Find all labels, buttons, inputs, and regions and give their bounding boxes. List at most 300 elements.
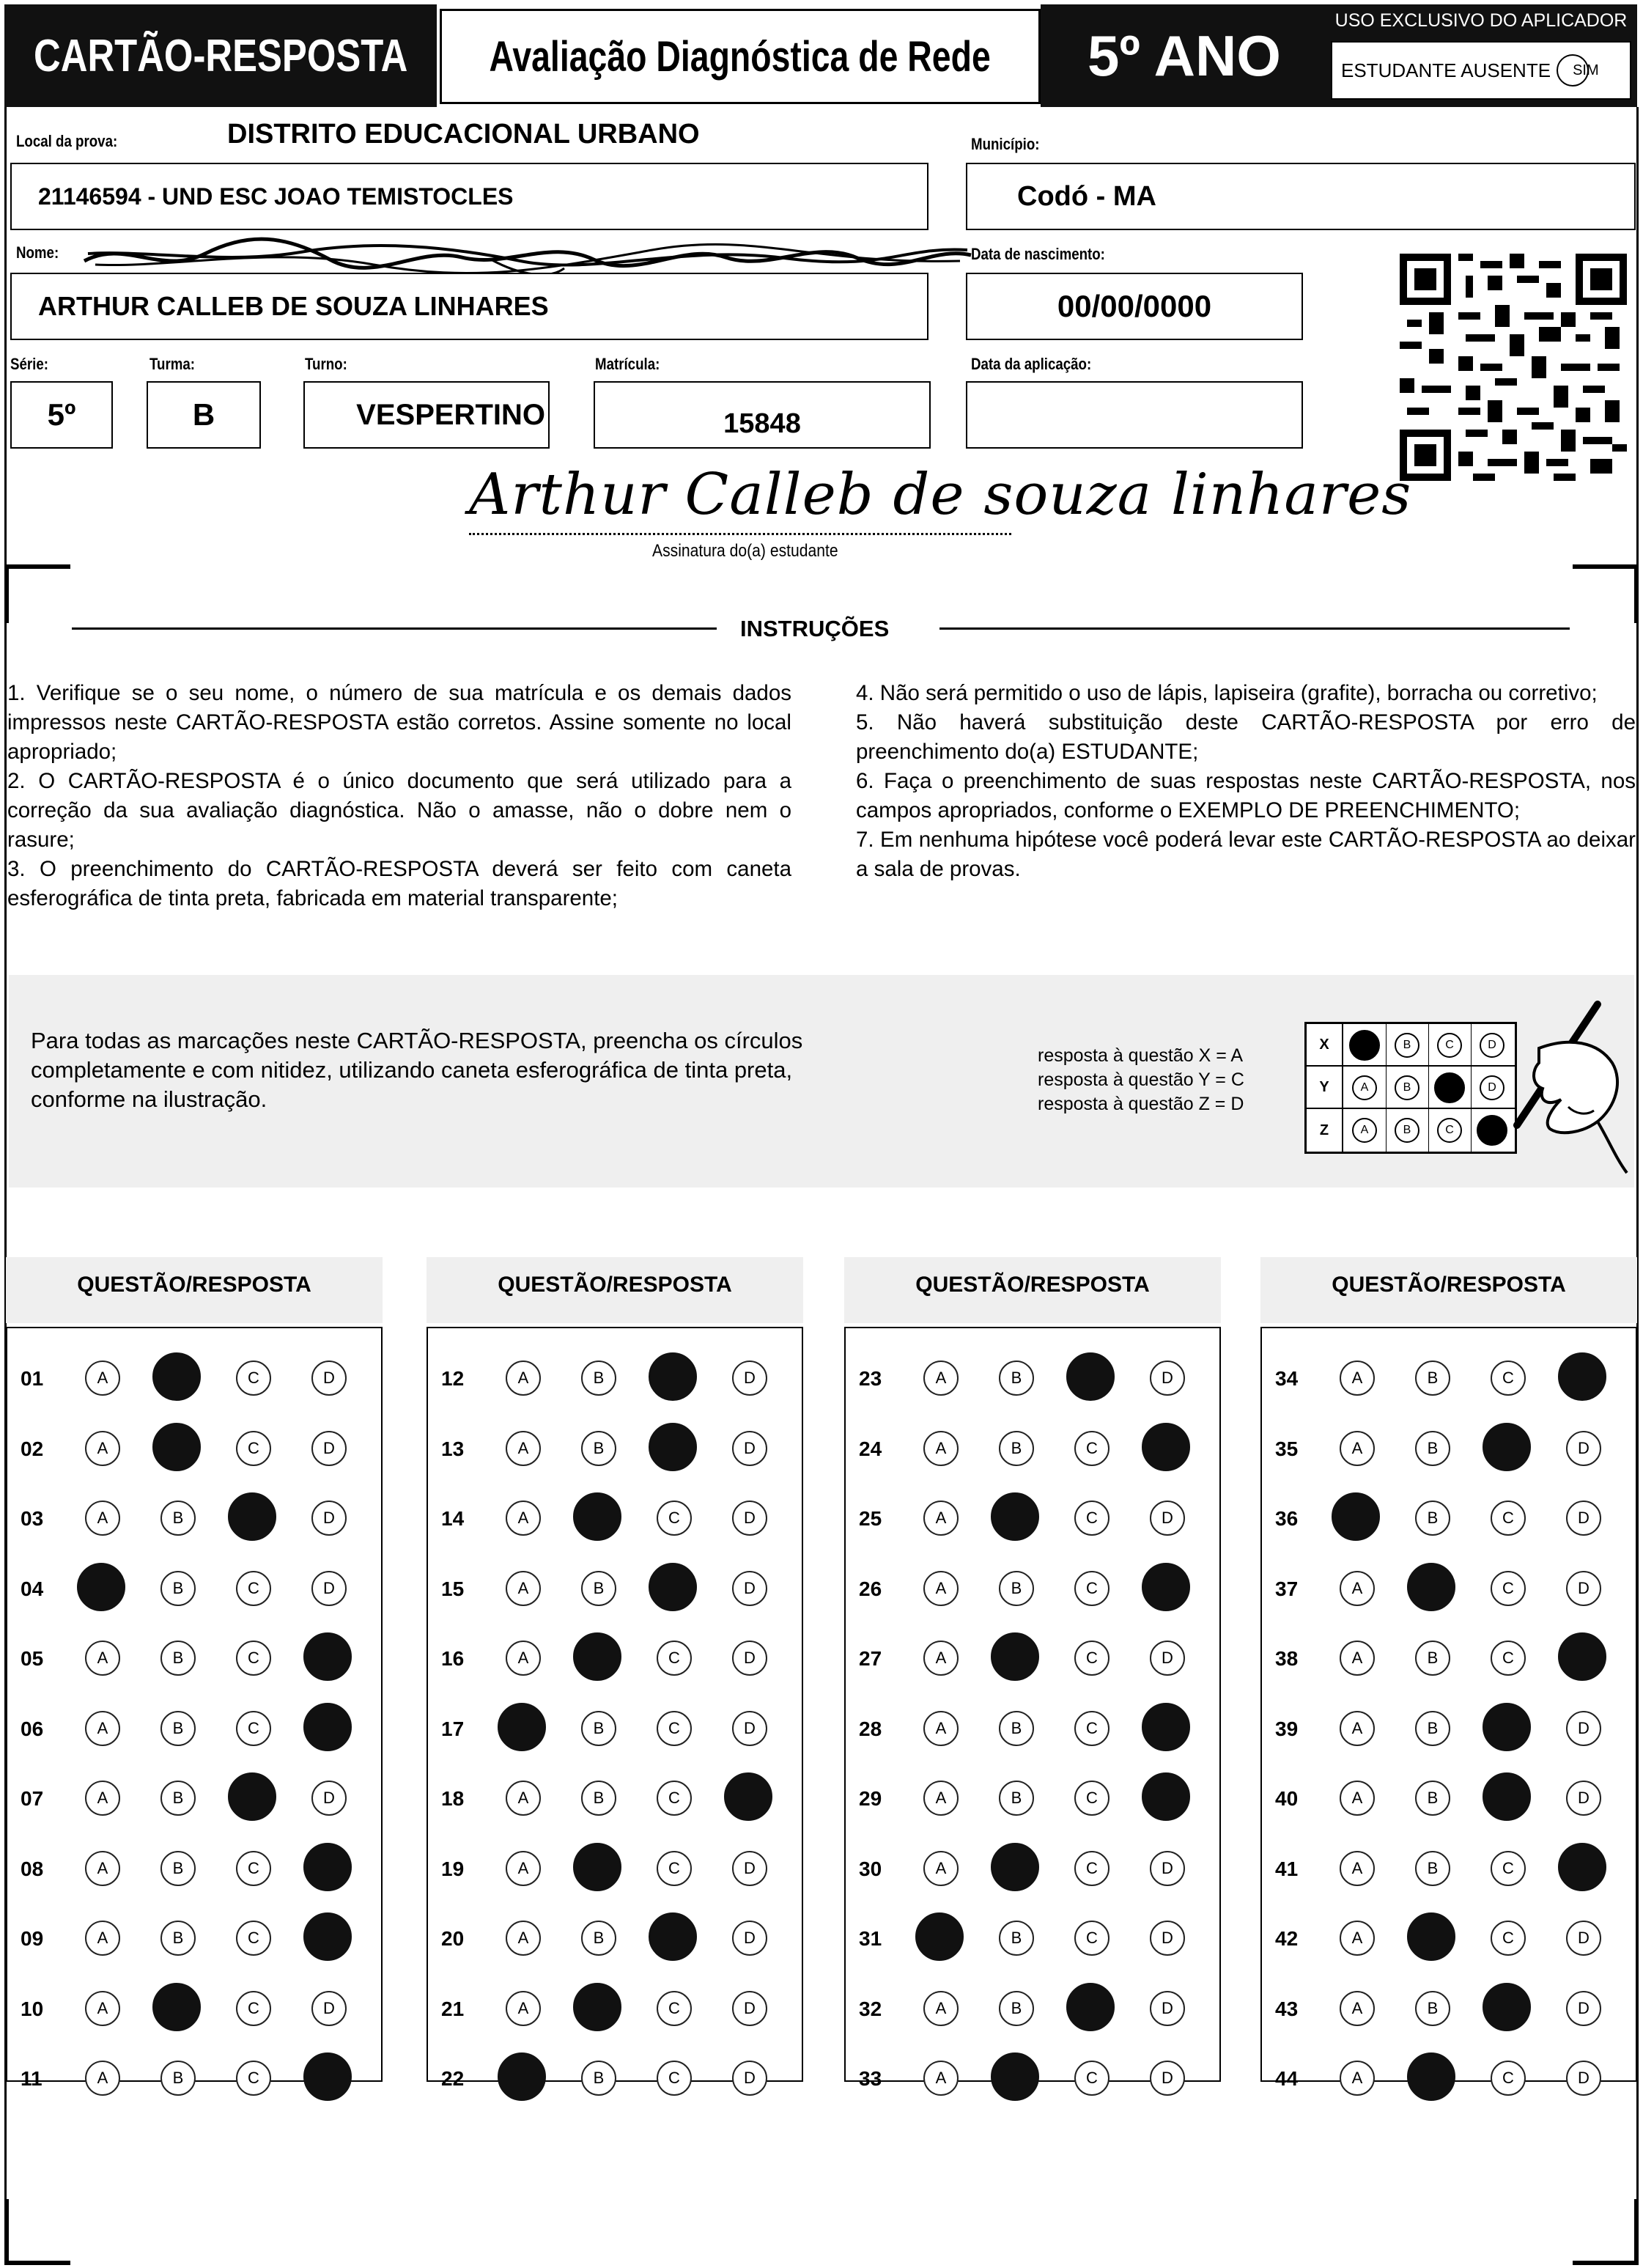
answer-bubble-c[interactable]: C: [1074, 1571, 1110, 1606]
answer-bubble-a[interactable]: A: [1340, 1851, 1375, 1886]
answer-bubble-d[interactable]: [303, 1703, 352, 1751]
answer-row: [846, 2052, 1219, 2104]
answer-bubble-c[interactable]: C: [1491, 1501, 1526, 1536]
question-number: 17: [441, 1717, 465, 1740]
answer-bubble-b[interactable]: [152, 1423, 201, 1471]
answer-bubble-c[interactable]: [228, 1492, 276, 1541]
question-number: 13: [441, 1437, 465, 1460]
answer-column: [6, 1327, 383, 2090]
answer-bubble-c[interactable]: C: [236, 2061, 271, 2096]
question-number: 07: [21, 1787, 44, 1810]
answer-bubble-d[interactable]: D: [1150, 1991, 1185, 2026]
answer-bubble-a[interactable]: A: [923, 2061, 959, 2096]
qr-code-icon: [1400, 254, 1627, 481]
example-bubble: D: [1480, 1033, 1504, 1058]
question-number: 31: [859, 1927, 882, 1950]
question-number: 10: [21, 1997, 44, 2020]
example-bubble: [1349, 1030, 1380, 1061]
answer-bubble-d[interactable]: D: [1150, 1921, 1185, 1956]
question-number: 04: [21, 1577, 44, 1600]
answer-bubble-a[interactable]: A: [506, 1921, 541, 1956]
answer-bubble-b[interactable]: [991, 1492, 1039, 1541]
answer-bubble-a[interactable]: A: [923, 1991, 959, 2026]
answer-row: [428, 1423, 802, 1474]
question-number: 35: [1275, 1437, 1299, 1460]
question-number: 06: [21, 1717, 44, 1740]
question-number: 25: [859, 1507, 882, 1530]
answer-bubble-c[interactable]: C: [1491, 1361, 1526, 1396]
question-number: 44: [1275, 2067, 1299, 2090]
answer-bubble-c[interactable]: C: [236, 1431, 271, 1466]
frame-corner: [4, 564, 70, 569]
legend-line: resposta à questão X = A: [1038, 1045, 1244, 1066]
answer-row: [7, 1632, 381, 1684]
answer-bubble-c[interactable]: [1066, 1983, 1115, 2031]
answer-row: [846, 1563, 1219, 1614]
answer-bubble-d[interactable]: [1142, 1423, 1190, 1471]
answer-bubble-b[interactable]: B: [1415, 1851, 1450, 1886]
answer-bubble-c[interactable]: C: [1074, 1711, 1110, 1746]
answer-bubble-c[interactable]: C: [236, 1851, 271, 1886]
answer-bubble-a[interactable]: A: [506, 1851, 541, 1886]
answer-row: [846, 1912, 1219, 1964]
answer-bubble-a[interactable]: [498, 2052, 546, 2101]
example-divider: [1471, 1109, 1472, 1152]
answer-row: [7, 1423, 381, 1474]
answer-bubble-c[interactable]: C: [1074, 1641, 1110, 1676]
answer-bubble-a[interactable]: A: [923, 1781, 959, 1816]
aplicador-panel: [1325, 4, 1637, 107]
aplicador-label: USO EXCLUSIVO DO APLICADOR: [1334, 10, 1628, 31]
answer-bubble-a[interactable]: A: [923, 1851, 959, 1886]
answer-row: [428, 2052, 802, 2104]
card-title: CARTÃO-RESPOSTA: [4, 4, 437, 107]
answer-bubble-d[interactable]: D: [1150, 2061, 1185, 2096]
question-number: 24: [859, 1437, 882, 1460]
matricula-label: Matrícula:: [595, 355, 660, 373]
answer-bubble-d[interactable]: D: [1566, 1781, 1601, 1816]
answer-bubble-c[interactable]: C: [657, 1641, 692, 1676]
answer-bubble-b[interactable]: B: [581, 2061, 616, 2096]
answer-bubble-d[interactable]: [1142, 1563, 1190, 1611]
answer-bubble-a[interactable]: A: [1340, 1361, 1375, 1396]
answer-bubble-d[interactable]: [303, 1632, 352, 1681]
question-number: 43: [1275, 1997, 1299, 2020]
instructions-left: [7, 679, 791, 913]
answer-bubble-a[interactable]: [1332, 1492, 1380, 1541]
answer-bubble-d[interactable]: D: [311, 1501, 347, 1536]
example-bubble: A: [1352, 1118, 1377, 1143]
answer-bubble-d[interactable]: D: [311, 1991, 347, 2026]
answer-bubble-a[interactable]: A: [1340, 1781, 1375, 1816]
answer-bubble-b[interactable]: [991, 1632, 1039, 1681]
answer-row: [1262, 1563, 1636, 1614]
answer-bubble-c[interactable]: C: [1074, 1921, 1110, 1956]
local-label: Local da prova:: [16, 132, 118, 150]
answer-row: [846, 1492, 1219, 1544]
answer-row: [1262, 1983, 1636, 2034]
answer-bubble-c[interactable]: [1483, 1983, 1531, 2031]
answer-bubble-a[interactable]: [498, 1703, 546, 1751]
answer-bubble-a[interactable]: A: [85, 1991, 120, 2026]
answer-bubble-b[interactable]: B: [999, 1431, 1034, 1466]
answer-bubble-b[interactable]: B: [999, 1921, 1034, 1956]
answer-row: [428, 1843, 802, 1894]
answer-bubble-a[interactable]: [77, 1563, 125, 1611]
answer-row: [1262, 1352, 1636, 1404]
aplicacao-field: [966, 381, 1303, 449]
example-bubble: B: [1395, 1075, 1419, 1100]
answer-column-title: QUESTÃO/RESPOSTA: [1332, 1273, 1566, 1297]
answer-bubble-c[interactable]: [228, 1772, 276, 1821]
answer-row: [1262, 2052, 1636, 2104]
answer-bubble-c[interactable]: [649, 1423, 697, 1471]
answer-bubble-d[interactable]: [1142, 1703, 1190, 1751]
answer-bubble-d[interactable]: [1558, 1352, 1606, 1401]
answer-bubble-d[interactable]: D: [732, 1571, 767, 1606]
question-number: 36: [1275, 1507, 1299, 1530]
answer-bubble-c[interactable]: C: [1491, 1921, 1526, 1956]
question-number: 38: [1275, 1647, 1299, 1670]
answer-bubble-c[interactable]: C: [1491, 1851, 1526, 1886]
matricula-value: 15848: [723, 408, 801, 439]
answer-bubble-a[interactable]: A: [506, 1361, 541, 1396]
answer-row: [7, 1352, 381, 1404]
answer-bubble-c[interactable]: C: [236, 1641, 271, 1676]
example-row-label: Y: [1307, 1067, 1343, 1108]
municipio-field: [966, 163, 1636, 230]
answer-bubble-a[interactable]: A: [1340, 2061, 1375, 2096]
answer-bubble-b[interactable]: B: [160, 1501, 196, 1536]
answer-bubble-c[interactable]: C: [236, 1361, 271, 1396]
answer-bubble-b[interactable]: [1407, 1912, 1455, 1961]
answer-bubble-d[interactable]: [724, 1772, 772, 1821]
answer-bubble-d[interactable]: [303, 1843, 352, 1891]
answer-bubble-b[interactable]: B: [1415, 1501, 1450, 1536]
answer-bubble-a[interactable]: A: [923, 1571, 959, 1606]
school-field: [10, 163, 928, 230]
answer-bubble-d[interactable]: D: [1150, 1361, 1185, 1396]
answer-bubble-d[interactable]: D: [311, 1781, 347, 1816]
question-number: 12: [441, 1367, 465, 1390]
example-grid: [1304, 1022, 1517, 1154]
answer-bubble-d[interactable]: D: [1566, 1431, 1601, 1466]
answer-bubble-b[interactable]: B: [160, 2061, 196, 2096]
frame-corner: [1573, 564, 1639, 569]
question-number: 37: [1275, 1577, 1299, 1600]
answer-row: [428, 1632, 802, 1684]
answer-bubble-a[interactable]: A: [85, 1641, 120, 1676]
answer-bubble-d[interactable]: D: [732, 1361, 767, 1396]
answer-bubble-c[interactable]: C: [1074, 2061, 1110, 2096]
answer-bubble-b[interactable]: B: [1415, 1641, 1450, 1676]
example-bubble: C: [1437, 1033, 1462, 1058]
question-number: 33: [859, 2067, 882, 2090]
answer-bubble-c[interactable]: C: [236, 1921, 271, 1956]
answer-bubble-c[interactable]: C: [1074, 1781, 1110, 1816]
answer-bubble-d[interactable]: D: [1150, 1501, 1185, 1536]
answer-bubble-b[interactable]: B: [160, 1711, 196, 1746]
answer-column: [427, 1327, 803, 2090]
answer-bubble-b[interactable]: B: [160, 1641, 196, 1676]
answer-bubble-b[interactable]: B: [160, 1781, 196, 1816]
answer-row: [428, 1912, 802, 1964]
answer-bubble-b[interactable]: [1407, 2052, 1455, 2101]
answer-bubble-a[interactable]: A: [1340, 1641, 1375, 1676]
answer-bubble-c[interactable]: C: [1074, 1431, 1110, 1466]
example-bubble: D: [1480, 1075, 1504, 1100]
signature-label: Assinatura do(a) estudante: [652, 541, 838, 561]
answer-bubble-c[interactable]: C: [1491, 2061, 1526, 2096]
serie-value: 5º: [47, 397, 76, 432]
answer-bubble-c[interactable]: C: [1074, 1501, 1110, 1536]
answer-bubble-b[interactable]: B: [581, 1571, 616, 1606]
answer-bubble-d[interactable]: D: [1566, 1571, 1601, 1606]
answer-bubble-a[interactable]: A: [1340, 1711, 1375, 1746]
answer-bubble-b[interactable]: [573, 1632, 621, 1681]
answer-bubble-c[interactable]: C: [657, 2061, 692, 2096]
answer-column: [844, 1327, 1221, 2090]
answer-bubble-a[interactable]: A: [506, 1781, 541, 1816]
question-number: 20: [441, 1927, 465, 1950]
answer-row: [846, 1352, 1219, 1404]
answer-row: [428, 1492, 802, 1544]
answer-bubble-b[interactable]: B: [581, 1431, 616, 1466]
answer-bubble-a[interactable]: A: [1340, 1991, 1375, 2026]
answer-bubble-d[interactable]: [1558, 1843, 1606, 1891]
answer-bubble-d[interactable]: D: [311, 1431, 347, 1466]
example-bubble: B: [1395, 1118, 1419, 1143]
question-number: 16: [441, 1647, 465, 1670]
answer-bubble-d[interactable]: D: [732, 1991, 767, 2026]
answer-bubble-d[interactable]: [303, 2052, 352, 2101]
answer-row: [7, 1563, 381, 1614]
answer-bubble-b[interactable]: B: [999, 1361, 1034, 1396]
answer-bubble-a[interactable]: A: [85, 2061, 120, 2096]
question-number: 03: [21, 1507, 44, 1530]
answer-bubble-a[interactable]: A: [85, 1921, 120, 1956]
answer-bubble-c[interactable]: C: [1491, 1571, 1526, 1606]
example-text: Para todas as marcações neste CARTÃO-RESPOSTA, preencha os círculos completamente e com nitidez, utilizando caneta esferográfica de tinta preta, conforme na ilustração.: [31, 1028, 803, 1112]
answer-bubble-d[interactable]: D: [1150, 1851, 1185, 1886]
answer-row: [1262, 1772, 1636, 1824]
answer-bubble-a[interactable]: A: [85, 1431, 120, 1466]
question-number: 11: [21, 2067, 43, 2090]
answer-bubble-a[interactable]: A: [923, 1501, 959, 1536]
instructions-right: [856, 679, 1636, 884]
answer-bubble-b[interactable]: B: [999, 1991, 1034, 2026]
answer-bubble-d[interactable]: D: [1566, 1921, 1601, 1956]
answer-bubble-d[interactable]: D: [732, 1431, 767, 1466]
answer-bubble-d[interactable]: D: [732, 1921, 767, 1956]
answer-bubble-b[interactable]: B: [160, 1571, 196, 1606]
answer-bubble-a[interactable]: [915, 1912, 964, 1961]
district-text: DISTRITO EDUCACIONAL URBANO: [227, 119, 700, 150]
example-bubble: B: [1395, 1033, 1419, 1058]
answer-bubble-a[interactable]: A: [85, 1501, 120, 1536]
answer-bubble-a[interactable]: A: [85, 1361, 120, 1396]
question-number: 15: [441, 1577, 465, 1600]
question-number: 09: [21, 1927, 44, 1950]
answer-bubble-d[interactable]: D: [1566, 1991, 1601, 2026]
example-bubble: [1434, 1072, 1465, 1103]
question-number: 21: [441, 1997, 465, 2020]
answer-bubble-c[interactable]: C: [1074, 1851, 1110, 1886]
answer-bubble-a[interactable]: A: [1340, 1921, 1375, 1956]
answer-bubble-b[interactable]: B: [1415, 1711, 1450, 1746]
answer-bubble-c[interactable]: [1483, 1423, 1531, 1471]
answer-bubble-c[interactable]: C: [236, 1571, 271, 1606]
answer-bubble-b[interactable]: B: [581, 1361, 616, 1396]
answer-bubble-b[interactable]: B: [1415, 1991, 1450, 2026]
answer-bubble-a[interactable]: A: [506, 1991, 541, 2026]
answer-bubble-d[interactable]: D: [732, 1501, 767, 1536]
answer-bubble-c[interactable]: C: [657, 1711, 692, 1746]
answer-bubble-c[interactable]: [1483, 1772, 1531, 1821]
answer-bubble-a[interactable]: A: [923, 1641, 959, 1676]
hand-pen-icon: [1488, 997, 1634, 1180]
answer-bubble-c[interactable]: C: [657, 1851, 692, 1886]
answer-bubble-c[interactable]: C: [657, 1501, 692, 1536]
instruction-item: 3. O preenchimento do CARTÃO-RESPOSTA deverá ser feito com caneta esferográfica de tinta preta, fabricada em material transparente;: [7, 857, 791, 910]
example-divider: [1386, 1067, 1387, 1108]
turma-label: Turma:: [149, 355, 195, 373]
answer-bubble-a[interactable]: A: [506, 1571, 541, 1606]
answer-bubble-b[interactable]: B: [581, 1921, 616, 1956]
answer-bubble-c[interactable]: [1483, 1703, 1531, 1751]
answer-row: [7, 1772, 381, 1824]
answer-bubble-a[interactable]: A: [506, 1501, 541, 1536]
answer-bubble-c[interactable]: C: [236, 1991, 271, 2026]
example-divider: [1471, 1067, 1472, 1108]
answer-bubble-a[interactable]: A: [85, 1781, 120, 1816]
answer-bubble-a[interactable]: A: [923, 1711, 959, 1746]
example-row: [1307, 1109, 1515, 1152]
answer-bubble-d[interactable]: [1558, 1632, 1606, 1681]
answer-bubble-b[interactable]: [573, 1492, 621, 1541]
question-number: 26: [859, 1577, 882, 1600]
answer-row: [846, 1843, 1219, 1894]
answer-bubble-b[interactable]: [152, 1352, 201, 1401]
answer-bubble-d[interactable]: D: [1150, 1641, 1185, 1676]
answer-bubble-b[interactable]: [573, 1983, 621, 2031]
answer-bubble-b[interactable]: B: [999, 1711, 1034, 1746]
turno-value: VESPERTINO: [356, 398, 545, 431]
answer-bubble-b[interactable]: [1407, 1563, 1455, 1611]
answer-bubble-d[interactable]: D: [732, 1851, 767, 1886]
answer-bubble-c[interactable]: [649, 1912, 697, 1961]
answer-bubble-a[interactable]: A: [923, 1431, 959, 1466]
instruction-item: 5. Não haverá substituição deste CARTÃO-RESPOSTA por erro de preenchimento do(a) ESTUDANTE;: [856, 710, 1636, 764]
question-number: 14: [441, 1507, 465, 1530]
answer-bubble-b[interactable]: B: [581, 1781, 616, 1816]
answer-bubble-d[interactable]: D: [732, 2061, 767, 2096]
answer-bubble-b[interactable]: B: [1415, 1781, 1450, 1816]
answer-row: [846, 1983, 1219, 2034]
answer-row: [1262, 1423, 1636, 1474]
answer-bubble-d[interactable]: D: [1566, 1711, 1601, 1746]
answer-bubble-c[interactable]: [1066, 1352, 1115, 1401]
municipio-label: Município:: [971, 135, 1040, 153]
answer-bubble-b[interactable]: B: [581, 1711, 616, 1746]
student-signature: Arthur Calleb de souza linhares: [469, 462, 1412, 528]
answer-bubble-d[interactable]: D: [732, 1711, 767, 1746]
grade-badge: 5º ANO: [1041, 4, 1328, 107]
answer-bubble-b[interactable]: B: [160, 1921, 196, 1956]
frame-corner: [1634, 564, 1639, 623]
answer-bubble-a[interactable]: A: [1340, 1571, 1375, 1606]
answer-bubble-b[interactable]: B: [999, 1571, 1034, 1606]
instructions-rule: [72, 627, 717, 630]
question-number: 39: [1275, 1717, 1299, 1740]
answer-bubble-c[interactable]: C: [1491, 1641, 1526, 1676]
example-bubble: A: [1352, 1075, 1377, 1100]
answer-bubble-c[interactable]: C: [236, 1711, 271, 1746]
answer-bubble-a[interactable]: A: [1340, 1431, 1375, 1466]
answer-row: [7, 1912, 381, 1964]
question-number: 42: [1275, 1927, 1299, 1950]
turno-label: Turno:: [305, 355, 347, 373]
answer-bubble-b[interactable]: B: [999, 1781, 1034, 1816]
answer-bubble-a[interactable]: A: [923, 1361, 959, 1396]
example-row-label: Z: [1307, 1109, 1343, 1152]
answer-bubble-c[interactable]: [649, 1352, 697, 1401]
answer-bubble-b[interactable]: B: [160, 1851, 196, 1886]
answer-bubble-a[interactable]: A: [85, 1851, 120, 1886]
example-bubble: C: [1437, 1118, 1462, 1143]
answer-row: [428, 1352, 802, 1404]
answer-row: [428, 1703, 802, 1754]
answer-row: [1262, 1632, 1636, 1684]
question-number: 32: [859, 1997, 882, 2020]
answer-bubble-d[interactable]: D: [1566, 2061, 1601, 2096]
answer-bubble-a[interactable]: A: [85, 1711, 120, 1746]
answer-bubble-c[interactable]: C: [657, 1781, 692, 1816]
answer-row: [428, 1772, 802, 1824]
question-number: 01: [21, 1367, 44, 1390]
answer-bubble-b[interactable]: [991, 2052, 1039, 2101]
answer-bubble-b[interactable]: B: [1415, 1361, 1450, 1396]
answer-column-title: QUESTÃO/RESPOSTA: [498, 1273, 732, 1297]
answer-bubble-d[interactable]: [303, 1912, 352, 1961]
instruction-item: 7. Em nenhuma hipótese você poderá levar este CARTÃO-RESPOSTA ao deixar a sala de provas.: [856, 828, 1636, 881]
legend-line: resposta à questão Y = C: [1038, 1069, 1244, 1090]
answer-bubble-d[interactable]: D: [1566, 1501, 1601, 1536]
answer-bubble-d[interactable]: D: [732, 1641, 767, 1676]
answer-bubble-d[interactable]: D: [311, 1571, 347, 1606]
answer-bubble-c[interactable]: C: [657, 1991, 692, 2026]
answer-bubble-c[interactable]: [649, 1563, 697, 1611]
exam-subtitle: Avaliação Diagnóstica de Rede: [440, 9, 1041, 104]
answer-bubble-d[interactable]: [1142, 1772, 1190, 1821]
answer-bubble-a[interactable]: A: [506, 1431, 541, 1466]
answer-bubble-b[interactable]: [573, 1843, 621, 1891]
instruction-item: 2. O CARTÃO-RESPOSTA é o único documento que será utilizado para a correção da sua avaliação diagnóstica. Não o amasse, não o dobre nem o rasure;: [7, 769, 791, 852]
frame-corner: [1573, 2261, 1639, 2265]
answer-row: [1262, 1912, 1636, 1964]
answer-bubble-b[interactable]: [152, 1983, 201, 2031]
answer-bubble-b[interactable]: [991, 1843, 1039, 1891]
example-row: [1307, 1024, 1515, 1067]
answer-bubble-d[interactable]: D: [311, 1361, 347, 1396]
answer-bubble-b[interactable]: B: [1415, 1431, 1450, 1466]
question-number: 08: [21, 1857, 44, 1880]
example-divider: [1386, 1109, 1387, 1152]
answer-bubble-a[interactable]: A: [506, 1641, 541, 1676]
instructions-title: INSTRUÇÕES: [740, 616, 890, 641]
question-number: 40: [1275, 1787, 1299, 1810]
absent-checkbox[interactable]: [1557, 54, 1589, 86]
